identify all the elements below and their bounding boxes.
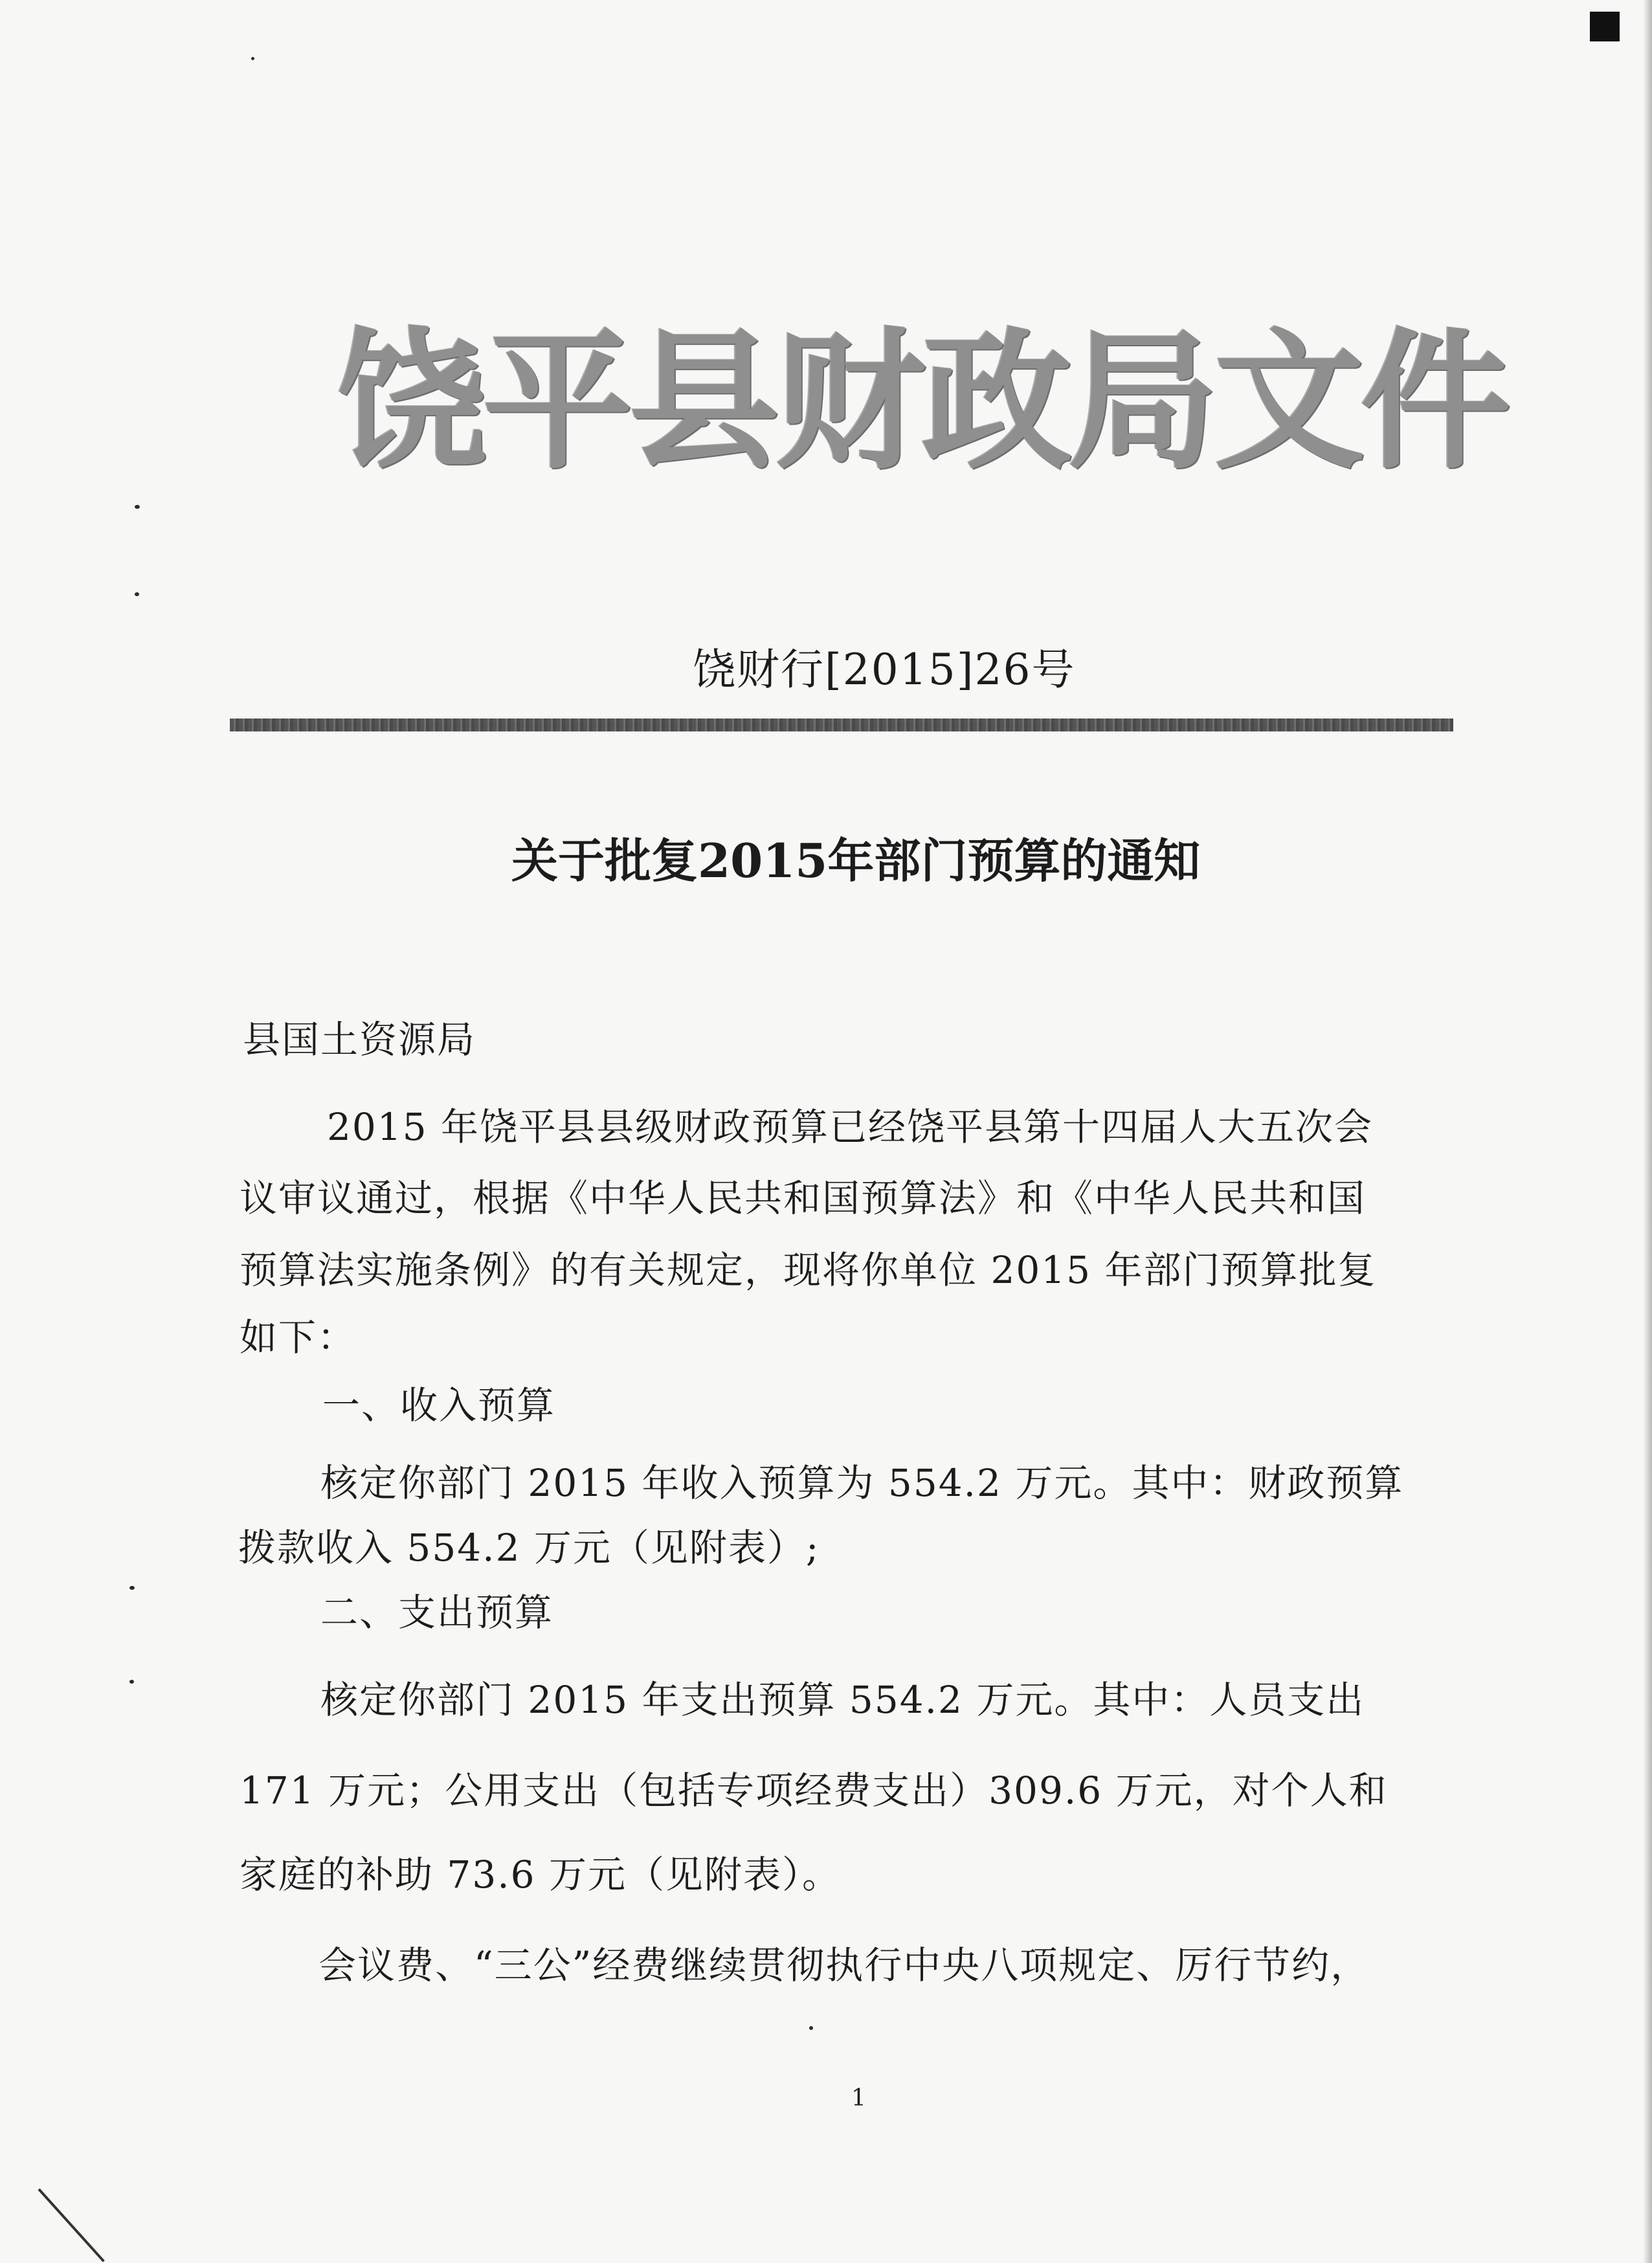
section-heading: 二、支出预算 — [320, 1590, 554, 1634]
scan-speck — [135, 505, 140, 509]
scan-corner-scratch — [38, 2189, 105, 2262]
notice-title: 关于批复2015年部门预算的通知 — [511, 833, 1201, 888]
scan-speck — [809, 2026, 813, 2030]
paragraph-line: 家庭的补助 73.6 万元（见附表）。 — [240, 1853, 842, 1897]
paragraph-line: 会议费、“三公”经费继续贯彻执行中央八项规定、厉行节约， — [318, 1943, 1370, 1987]
scan-speck — [251, 57, 254, 60]
paragraph-line: 议审议通过，根据《中华人民共和国预算法》和《中华人民共和国 — [240, 1176, 1367, 1220]
paragraph-line: 核定你部门 2015 年支出预算 554.2 万元。其中：人员支出 — [320, 1678, 1365, 1722]
paragraph-line: 核定你部门 2015 年收入预算为 554.2 万元。其中：财政预算 — [320, 1461, 1404, 1505]
document-number: 饶财行[2015]26号 — [693, 645, 1076, 695]
scan-speck — [129, 1680, 134, 1684]
scan-corner-mark — [1590, 12, 1620, 41]
paragraph-line: 预算法实施条例》的有关规定，现将你单位 2015 年部门预算批复 — [240, 1248, 1377, 1292]
paragraph-line: 如下： — [240, 1315, 357, 1359]
scan-edge-shadow — [1643, 0, 1652, 2263]
paragraph-line: 拨款收入 554.2 万元（见附表）; — [238, 1526, 820, 1570]
addressee: 县国土资源局 — [243, 1018, 476, 1062]
document-header: 饶平县财政局文件 — [337, 313, 1508, 489]
page-number: 1 — [851, 2085, 866, 2112]
scan-speck — [135, 592, 139, 596]
paragraph-line: 2015 年饶平县县级财政预算已经饶平县第十四届人大五次会 — [327, 1105, 1374, 1149]
header-divider — [230, 719, 1453, 731]
scan-speck — [129, 1586, 135, 1590]
paragraph-line: 171 万元；公用支出（包括专项经费支出）309.6 万元，对个人和 — [240, 1768, 1388, 1812]
section-heading: 一、收入预算 — [322, 1383, 556, 1427]
